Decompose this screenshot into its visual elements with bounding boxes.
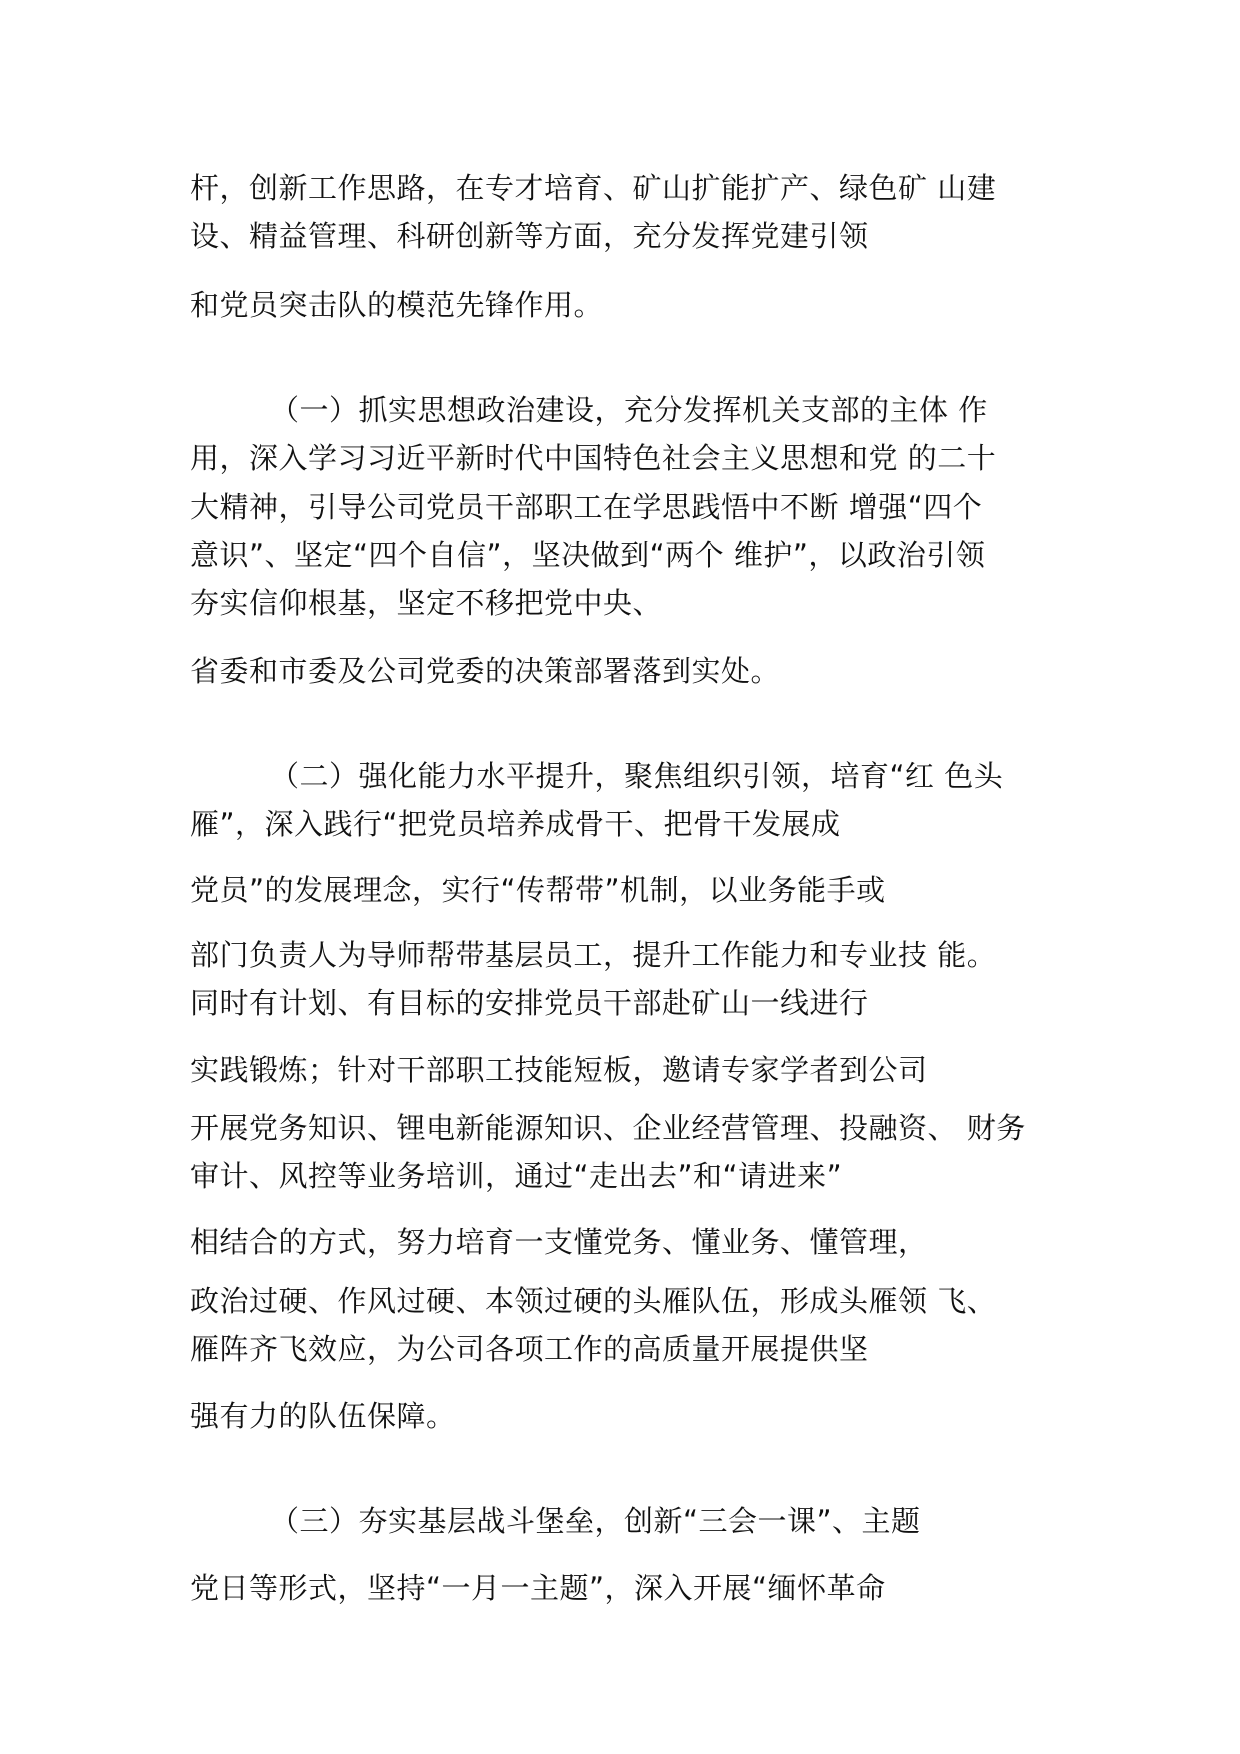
- text-line: 杆，创新工作思路，在专才培育、矿山扩能扩产、绿色矿 山建: [190, 171, 997, 205]
- section-heading: （三）夯实基层战斗堡垒，创新“三会一课”、主题: [270, 1504, 921, 1538]
- text-line: 部门负责人为导师帮带基层员工，提升工作能力和专业技 能。: [190, 938, 997, 972]
- text-line: 强有力的队伍保障。: [190, 1399, 456, 1433]
- text-line: 用，深入学习习近平新时代中国特色社会主义思想和党 的二十: [190, 441, 997, 475]
- text-line: 省委和市委及公司党委的决策部署落到实处。: [190, 654, 781, 688]
- text-line: 雁”，深入践行“把党员培养成骨干、把骨干发展成: [190, 807, 841, 841]
- text-line: 开展党务知识、锂电新能源知识、企业经营管理、投融资、 财务: [190, 1111, 1026, 1145]
- text-line: 意识”、坚定“四个自信”，坚决做到“两个 维护”，以政治引领: [190, 538, 986, 572]
- text-line: 夯实信仰根基，坚定不移把党中央、: [190, 586, 663, 620]
- text-line: 审计、风控等业务培训，通过“走出去”和“请进来”: [190, 1159, 843, 1193]
- section-heading: （二）强化能力水平提升，聚焦组织引领，培育“红 色头: [270, 759, 1004, 793]
- section-heading: （一）抓实思想政治建设，充分发挥机关支部的主体 作: [270, 393, 988, 427]
- text-line: 相结合的方式，努力培育一支懂党务、懂业务、懂管理，: [190, 1225, 928, 1259]
- text-line: 党日等形式，坚持“一月一主题”，深入开展“缅怀革命: [190, 1571, 886, 1605]
- text-line: 实践锻炼；针对干部职工技能短板，邀请专家学者到公司: [190, 1053, 928, 1087]
- text-line: 大精神，引导公司党员干部职工在学思践悟中不断 增强“四个: [190, 490, 983, 524]
- text-line: 和党员突击队的模范先锋作用。: [190, 288, 604, 322]
- text-line: 同时有计划、有目标的安排党员干部赴矿山一线进行: [190, 986, 869, 1020]
- text-line: 党员”的发展理念，实行“传帮带”机制，以业务能手或: [190, 873, 886, 907]
- text-line: 设、精益管理、科研创新等方面，充分发挥党建引领: [190, 219, 869, 253]
- text-line: 政治过硬、作风过硬、本领过硬的头雁队伍，形成头雁领 飞、: [190, 1284, 997, 1318]
- text-line: 雁阵齐飞效应，为公司各项工作的高质量开展提供坚: [190, 1332, 869, 1366]
